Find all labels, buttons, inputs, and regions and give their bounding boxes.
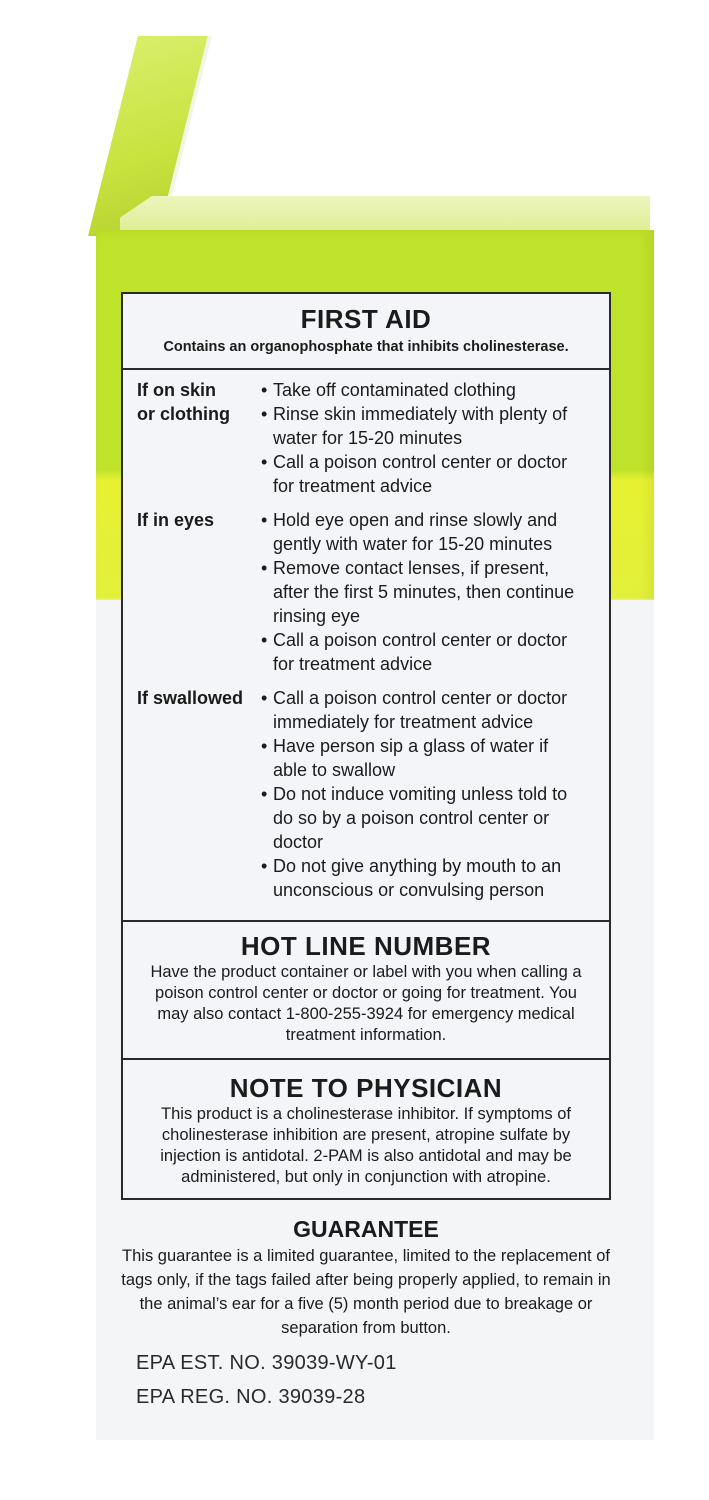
hot-line-section: [123, 922, 609, 1060]
first-aid-row-skin: [137, 378, 609, 498]
instruction-item: • Remove contact lenses, if present, after the first 5 minutes, then continue rinsing eye: [261, 558, 575, 626]
guarantee-section: [121, 1214, 611, 1340]
first-aid-body: [123, 370, 609, 922]
first-aid-subtitle: Contains an organophosphate that inhibits cholinesterase.: [163, 339, 569, 355]
first-aid-panel: [121, 292, 611, 1200]
first-aid-row-eyes: [137, 508, 609, 676]
instruction-item: • Do not induce vomiting unless told to do so by a poison control center or doctor: [261, 784, 568, 852]
guarantee-text: This guarantee is a limited guarantee, limited to the replacement of tags only, if the tags failed after being properly applied, to remain in the animal’s ear for a five (5) month period due to breakage or separation from button.: [121, 1247, 611, 1337]
first-aid-title: FIRST AID: [300, 304, 432, 334]
instruction-list: [261, 378, 609, 498]
condition-label: If swallowed: [137, 688, 244, 708]
box-top-edge: [120, 196, 650, 232]
instruction-item: • Rinse skin immediately with plenty of water for 15-20 minutes: [261, 404, 568, 448]
epa-establishment-number: EPA EST. NO. 39039-WY-01: [136, 1352, 397, 1374]
note-to-physician-section: [123, 1060, 609, 1200]
epa-registration-number: EPA REG. NO. 39039-28: [136, 1386, 366, 1408]
note-to-physician-title: NOTE TO PHYSICIAN: [229, 1073, 503, 1103]
hot-line-text: Have the product container or label with you when calling a poison control center or doctor or going for treatment. You may also contact 1-800-255-3924 for emergency medical treatment information.: [150, 963, 582, 1044]
instruction-list: [261, 508, 609, 676]
first-aid-row-swallowed: [137, 686, 609, 902]
instruction-item: • Call a poison control center or doctor for treatment advice: [261, 630, 568, 674]
note-to-physician-text: This product is a cholinesterase inhibitor. If symptoms of cholinesterase inhibition are present, atropine sulfate by injection is antidotal. 2-PAM is also antidotal and may be administered, but only in conjunction with atropine.: [160, 1105, 572, 1186]
instruction-item: • Call a poison control center or doctor immediately for treatment advice: [261, 688, 568, 732]
instruction-item: • Hold eye open and rinse slowly and gently with water for 15-20 minutes: [261, 510, 558, 554]
hot-line-title: HOT LINE NUMBER: [240, 931, 492, 961]
instruction-item: • Take off contaminated clothing: [261, 380, 516, 400]
instruction-list: [261, 686, 609, 902]
instruction-item: • Do not give anything by mouth to an unconscious or convulsing person: [261, 856, 562, 900]
condition-label: If in eyes: [137, 510, 215, 530]
guarantee-title: GUARANTEE: [293, 1216, 439, 1242]
instruction-item: • Call a poison control center or doctor for treatment advice: [261, 452, 568, 496]
instruction-item: • Have person sip a glass of water if able to swallow: [261, 736, 549, 780]
first-aid-header: [123, 294, 609, 370]
condition-label: If on skin or clothing: [137, 380, 230, 424]
